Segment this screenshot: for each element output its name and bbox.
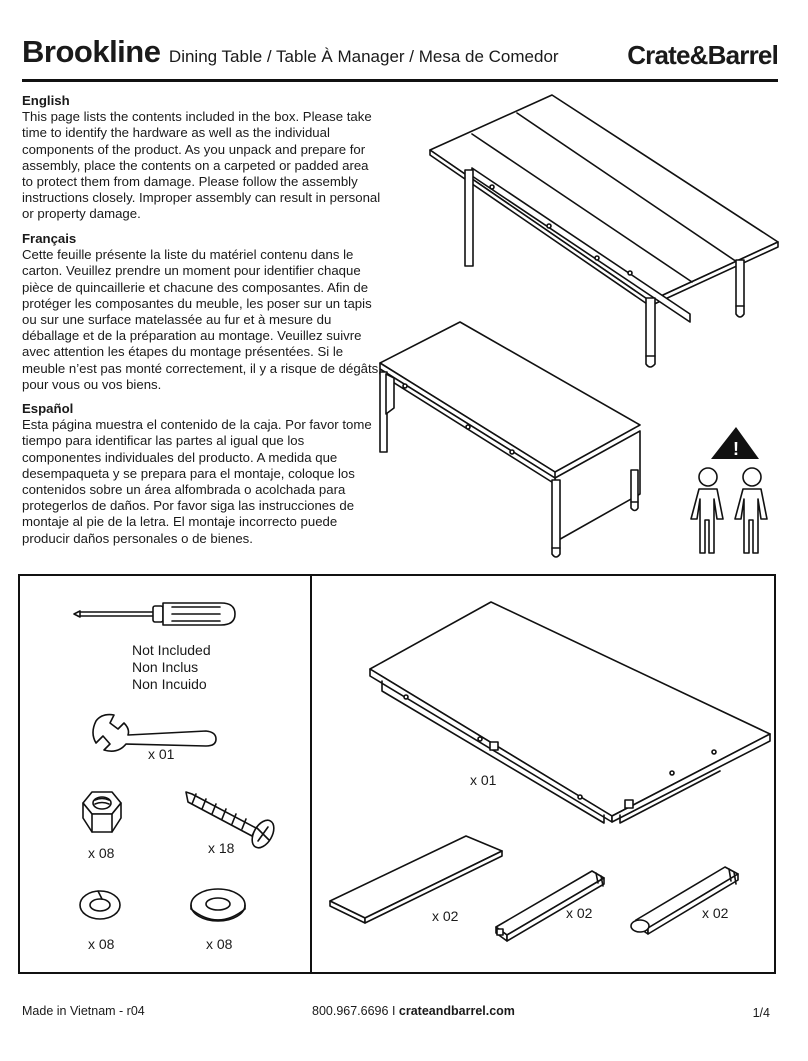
spanish-heading: Español — [22, 401, 74, 416]
leg-qty: x 02 — [566, 905, 593, 921]
flat-washer-qty: x 08 — [206, 936, 233, 952]
product-name: Brookline — [22, 34, 161, 69]
not-included-en: Not Included — [132, 642, 211, 658]
not-included-es: Non Incuido — [132, 676, 207, 692]
english-heading: English — [22, 93, 70, 108]
product-subtitle: Dining Table / Table À Manager / Mesa de Comedor — [168, 47, 559, 66]
wrench-qty: x 01 — [148, 746, 175, 762]
spanish-text: Esta página muestra el contenido de la caja. Por favor tome tiempo para identificar las partes al igual que los componentes individuales del producto. A medida que desempaqueta y se prepara para el montaje, coloque los contenidos sobre un área alfombrada o acolchada para protegerlos de daños. Por favor siga las instrucciones de montaje al pie de la letra. El montaje incorrecto puede producir daños personales o de bienes. — [22, 417, 372, 546]
warning-symbol: ! — [733, 439, 739, 459]
tabletop-qty: x 01 — [470, 772, 497, 788]
english-text: This page lists the contents included in the box. Please take time to identify the hardware as well as the individual components of the product. As you unpack and prepare for assembly, place the contents on a carpeted or padded area to protect them from damage. Please follow the assembly instructions closely. Improper assembly can result in personal or property damage. — [22, 109, 381, 222]
not-included-fr: Non Inclus — [132, 659, 199, 675]
website-link[interactable]: crateandbarrel.com — [398, 1004, 515, 1018]
nut-qty: x 08 — [88, 845, 115, 861]
phone-number: 800.967.6696 I — [312, 1004, 399, 1018]
french-text: Cette feuille présente la liste du matériel contenu dans le carton. Veuillez prendre un moment pour identifier chaque pièce de quincaillerie et chacune des composantes. Afin de protéger les composantes du meuble, les poser sur un tapis ou sur une surface matelassée au fur et à mesure du déballage et de la préparation au montage. Veuillez suivre avec attention les étapes du montage présentées. Si le meuble n’est pas monté correctement, il y a risque de dégâts pour vous ou vos biens. — [22, 247, 379, 392]
page-number: 1/4 — [752, 1006, 770, 1020]
screw-qty: x 18 — [208, 840, 235, 856]
lock-washer-qty: x 08 — [88, 936, 115, 952]
wheel-leg-qty: x 02 — [702, 905, 729, 921]
leaf-qty: x 02 — [432, 908, 459, 924]
brand-logo: Crate&Barrel — [627, 40, 778, 70]
contact-line — [312, 1004, 515, 1018]
french-heading: Français — [22, 231, 77, 246]
made-in: Made in Vietnam - r04 — [22, 1004, 145, 1018]
